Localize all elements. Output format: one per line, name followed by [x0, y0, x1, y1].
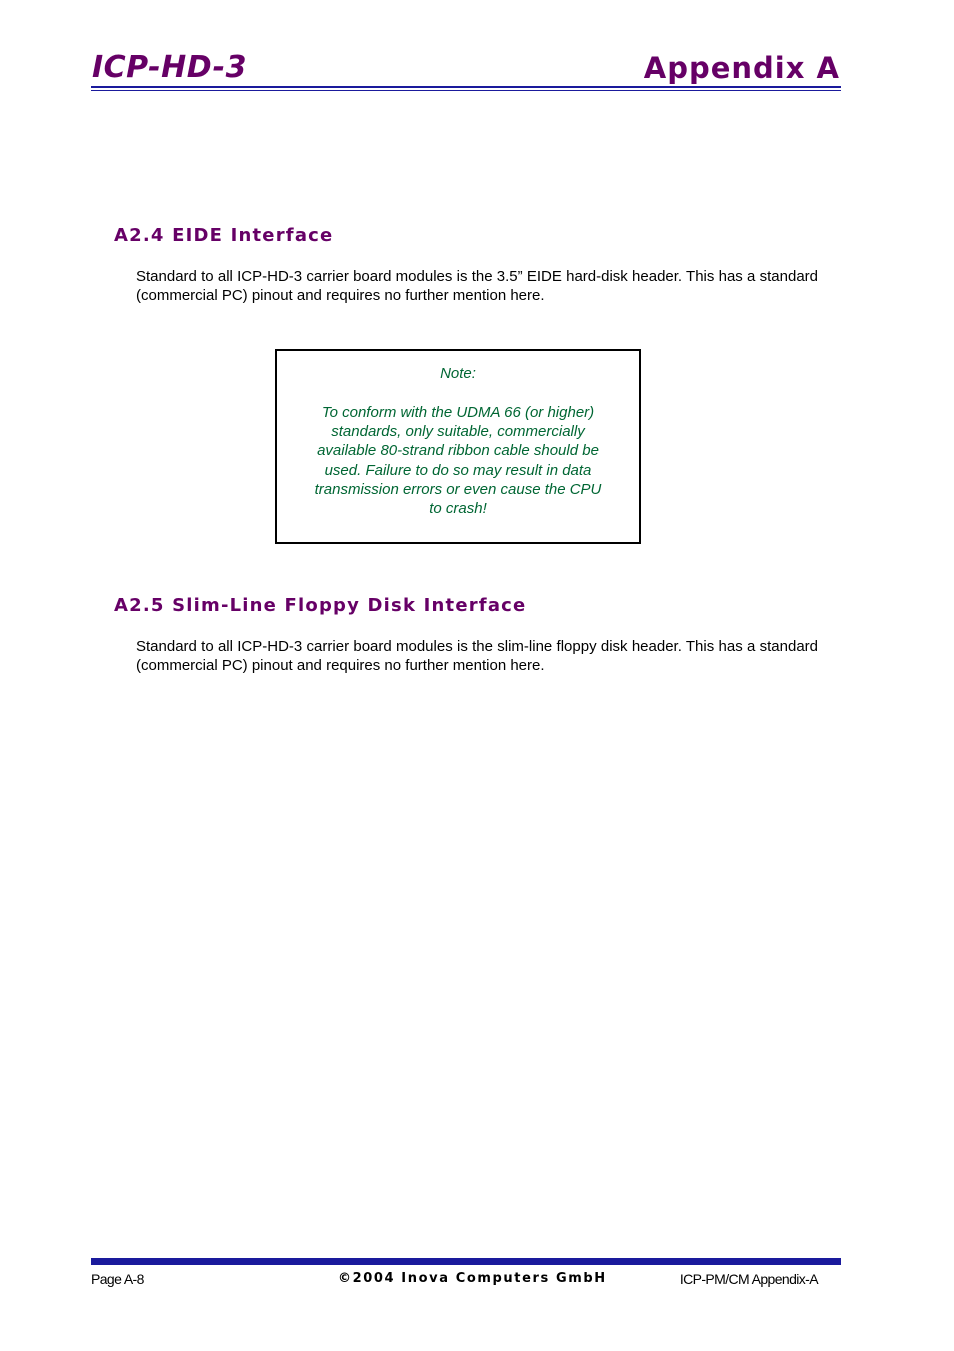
- section-heading-floppy: A2.5 Slim-Line Floppy Disk Interface: [114, 595, 527, 616]
- section-body-eide: Standard to all ICP-HD-3 carrier board modules is the 3.5” EIDE hard-disk header. This has a standard (commercial PC) pinout and requires no further mention here.: [136, 268, 818, 304]
- page-number: Page A-8: [91, 1271, 144, 1287]
- footer-rule: [91, 1258, 841, 1265]
- note-text: To conform with the UDMA 66 (or higher) standards, only suitable, commercially available 80-strand ribbon cable should be used. Failure to do so may result in data transmission errors or even cause the CPU to crash!: [314, 404, 602, 518]
- copyright-notice: ©2004 Inova Computers GmbH: [338, 1271, 607, 1286]
- note-box: [275, 349, 641, 544]
- document-product-title: ICP-HD-3: [92, 50, 247, 85]
- appendix-title: Appendix A: [643, 51, 840, 85]
- section-body-floppy: Standard to all ICP-HD-3 carrier board modules is the slim-line floppy disk header. This has a standard (commercial PC) pinout and requires no further mention here.: [136, 638, 818, 674]
- note-title: Note:: [440, 365, 476, 382]
- section-heading-eide: A2.4 EIDE Interface: [114, 225, 334, 246]
- header-rule-secondary: [91, 90, 841, 91]
- document-reference: ICP-PM/CM Appendix-A: [679, 1271, 818, 1287]
- header-rule: [91, 86, 841, 88]
